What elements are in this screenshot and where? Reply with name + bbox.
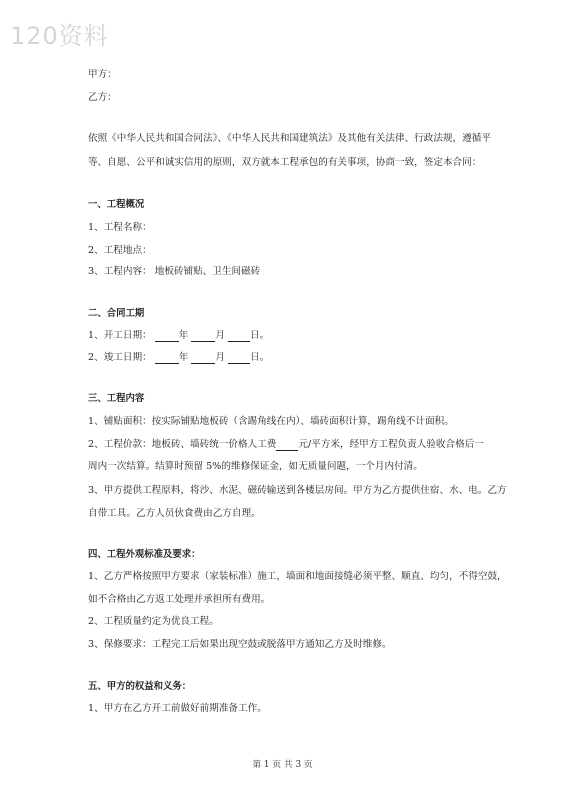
watermark-logo: 120资料 bbox=[10, 22, 109, 50]
party-a-label: 甲方： bbox=[88, 69, 117, 80]
project-content: 3、工程内容： 地板砖铺贴、卫生间磁砖 bbox=[88, 266, 261, 277]
start-year-unit: 年 bbox=[178, 330, 189, 341]
end-date-label: 2、竣工日期： bbox=[88, 352, 152, 363]
intro-line-2: 等、自愿、公平和诚实信用的原则，双方就本工程承包的有关事项，协商一致，签定本合同： bbox=[88, 157, 482, 168]
section-3-title: 三、工程内容 bbox=[88, 393, 145, 404]
materials-clause-line-1: 3、甲方提供工程原料，将沙、水泥、磁砖输送到各楼层房间。甲方为乙方提供住宿、水、电。乙方 bbox=[88, 485, 507, 496]
end-day-unit: 日。 bbox=[250, 352, 270, 363]
price-blank bbox=[276, 440, 298, 451]
paving-area-clause: 1、铺贴面积：按实际铺贴地板砖（含踢角线在内）、墙砖面积计算，踢角线不计面积。 bbox=[88, 416, 454, 427]
start-date-row bbox=[88, 330, 269, 342]
start-year-blank bbox=[155, 331, 179, 342]
end-day-blank bbox=[228, 353, 250, 364]
standard-clause-line-2: 如不合格由乙方返工处理并承担所有费用。 bbox=[88, 594, 271, 605]
materials-clause-line-2: 自带工具。乙方人员伙食费由乙方自理。 bbox=[88, 508, 261, 519]
section-5-title: 五、甲方的权益和义务： bbox=[88, 681, 192, 692]
warranty-clause: 3、保修要求：工程完工后如果出现空鼓或脱落甲方通知乙方及时维修。 bbox=[88, 639, 392, 650]
start-month-unit: 月 bbox=[215, 330, 225, 341]
start-date-label: 1、开工日期： bbox=[88, 330, 152, 341]
page-number: 第 1 页 共 3 页 bbox=[252, 760, 313, 770]
end-month-blank bbox=[191, 353, 215, 364]
price-clause-prefix: 2、工程价款：地板砖、墙砖统一价格人工费 bbox=[88, 439, 277, 450]
party-a-duty-1: 1、甲方在乙方开工前做好前期准备工作。 bbox=[88, 703, 267, 714]
section-2-title: 二、合同工期 bbox=[88, 308, 145, 319]
intro-line-1: 依照《中华人民共和国合同法》、《中华人民共和国建筑法》及其他有关法律、行政法规，遵循平 bbox=[88, 133, 491, 144]
price-clause-suffix: 元/平方米，经甲方工程负责人验收合格后一 bbox=[298, 439, 484, 450]
standard-clause-line-1: 1、乙方严格按照甲方要求（家装标准）施工，墙面和地面接缝必须平整、顺直、均匀，不得空鼓， bbox=[88, 571, 507, 582]
start-day-blank bbox=[228, 331, 250, 342]
section-4-title: 四、工程外观标准及要求： bbox=[88, 549, 201, 560]
project-location: 2、工程地点： bbox=[88, 245, 152, 256]
quality-clause: 2、工程质量约定为优良工程。 bbox=[88, 616, 219, 627]
end-date-row bbox=[88, 352, 269, 364]
start-day-unit: 日。 bbox=[250, 330, 270, 341]
party-b-label: 乙方： bbox=[88, 92, 117, 103]
price-clause-line-1 bbox=[88, 439, 484, 451]
section-1-title: 一、工程概况 bbox=[88, 199, 145, 210]
end-month-unit: 月 bbox=[215, 352, 225, 363]
start-month-blank bbox=[191, 331, 215, 342]
price-clause-line-2: 周内一次结算。结算时预留 5%的维修保证金，如无质量问题，一个月内付清。 bbox=[88, 461, 423, 472]
end-year-blank bbox=[155, 353, 179, 364]
project-name: 1、工程名称： bbox=[88, 222, 152, 233]
end-year-unit: 年 bbox=[178, 352, 189, 363]
